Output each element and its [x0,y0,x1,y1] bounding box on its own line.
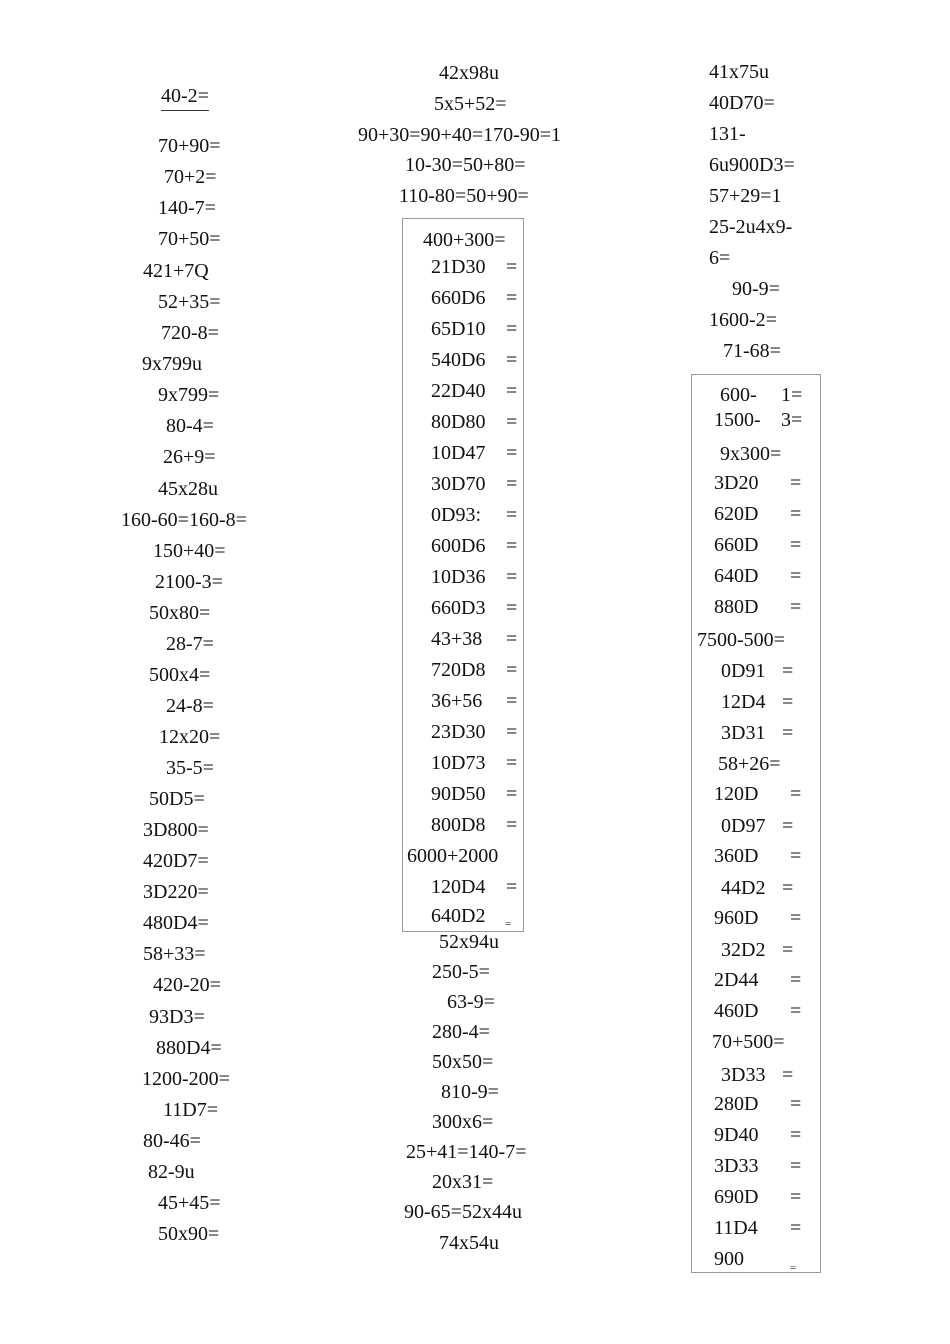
equals-c3-6: = [790,503,802,525]
problem-c1-6: 52+35= [158,291,221,313]
problem-c1-34: 82-9u [148,1161,195,1183]
box-problem-c2-5: 22D40 [431,380,486,402]
box-problem-c2-11: 10D36 [431,566,486,588]
box-problem-c3-16: 0D97 [721,815,766,837]
problem-c1-18: 500x4= [149,664,211,686]
equals-c2-15: = [506,690,518,712]
equals-c3-9: = [790,596,802,618]
problem-c1-25: 3D220= [143,881,209,903]
equals-c2-8: = [506,473,518,495]
problem-c1-35: 45+45= [158,1192,221,1214]
problem-c1-36: 50x90= [158,1223,220,1245]
problem-c2-top-1: 5x5+52= [434,93,507,115]
box-problem-c2-3: 65D10 [431,318,486,340]
box-problem-c3-29: 11D4 [714,1217,758,1239]
problem-c1-33: 80-46= [143,1130,201,1152]
equals-c3-27: = [790,1155,802,1177]
box-problem-c3-14: 58+26= [718,753,781,775]
box-problem-c2-9: 0D93: [431,504,481,526]
equals-c3-15: = [790,783,802,805]
equals-c3-7: = [790,534,802,556]
problem-c2-bottom-8: 20x31= [432,1171,494,1193]
box-problem-c3-15: 120D [714,783,759,805]
problem-c2-bottom-10: 74x54u [439,1232,499,1254]
box-problem-c3-12: 12D4 [721,691,766,713]
problem-c1-5: 421+7Q [143,260,209,282]
equals-c3-12: = [782,691,794,713]
problem-c1-7: 720-8= [161,322,219,344]
problem-c1-19: 24-8= [166,695,214,717]
problem-c1-4: 70+50= [158,228,221,250]
box-problem-c3-3: 3= [781,409,803,431]
box-problem-c2-16: 23D30 [431,721,486,743]
equals-c2-14: = [506,659,518,681]
box-problem-c2-0: 400+300= [423,229,506,251]
box-problem-c3-20: 32D2 [721,939,766,961]
box-problem-c2-15: 36+56 [431,690,483,712]
equals-c2-3: = [506,318,518,340]
equals-c2-13: = [506,628,518,650]
box-problem-c2-6: 80D80 [431,411,486,433]
box-problem-c2-4: 540D6 [431,349,486,371]
problem-c3-top-9: 71-68= [723,340,781,362]
problem-c1-26: 480D4= [143,912,209,934]
equals-c2-17: = [506,752,518,774]
problem-c1-13: 160-60=160-8= [121,509,247,531]
box-problem-c3-28: 690D [714,1186,759,1208]
box-problem-c3-2: 1500- [714,409,761,431]
equals-c2-7: = [506,442,518,464]
box-problem-c2-10: 600D6 [431,535,486,557]
equals-c2-22: = [505,918,512,930]
problem-c3-top-3: 6u900D3= [709,154,795,176]
problem-c1-22: 50D5= [149,788,205,810]
problem-c2-bottom-1: 250-5= [432,961,490,983]
box-problem-c2-21: 120D4 [431,876,486,898]
equals-c3-13: = [782,722,794,744]
problem-c2-top-3: 10-30=50+80= [405,154,526,176]
problem-c1-23: 3D800= [143,819,209,841]
problem-c2-bottom-0: 52x94u [439,931,499,953]
box-problem-c2-22: 640D2 [431,905,486,927]
problem-c1-8: 9x799u [142,353,202,375]
box-problem-c3-4: 9x300= [720,443,782,465]
equals-c3-26: = [790,1124,802,1146]
problem-c2-bottom-6: 300x6= [432,1111,494,1133]
problem-c1-20: 12x20= [159,726,221,748]
equals-c3-24: = [782,1064,794,1086]
problem-c2-bottom-9: 90-65=52x44u [404,1201,522,1223]
problem-c2-bottom-4: 50x50= [432,1051,494,1073]
problem-c1-3: 140-7= [158,197,216,219]
equals-c2-1: = [506,256,518,278]
problem-c3-top-1: 40D70= [709,92,775,114]
equals-c3-17: = [790,845,802,867]
equals-c3-16: = [782,815,794,837]
problem-c1-31: 1200-200= [142,1068,230,1090]
box-problem-c3-27: 3D33 [714,1155,759,1177]
box-problem-c2-2: 660D6 [431,287,486,309]
box-problem-c3-24: 3D33 [721,1064,766,1086]
equals-c2-18: = [506,783,518,805]
box-problem-c3-22: 460D [714,1000,759,1022]
box-problem-c2-8: 30D70 [431,473,486,495]
problem-c1-14: 150+40= [153,540,226,562]
problem-c3-top-5: 25-2u4x9- [709,216,793,238]
problem-c1-32: 11D7= [163,1099,218,1121]
equals-c3-30: = [790,1262,797,1274]
problem-c2-top-0: 42x98u [439,62,499,84]
equals-c3-28: = [790,1186,802,1208]
box-problem-c2-12: 660D3 [431,597,486,619]
problem-c2-top-2: 90+30=90+40=170-90=1 [358,124,562,146]
box-problem-c3-1: 1= [781,384,803,406]
box-problem-c2-1: 21D30 [431,256,486,278]
box-problem-c2-19: 800D8 [431,814,486,836]
problem-c2-bottom-5: 810-9= [441,1081,499,1103]
box-problem-c3-11: 0D91 [721,660,766,682]
problem-c1-17: 28-7= [166,633,214,655]
problem-c3-top-0: 41x75u [709,61,769,83]
equals-c2-2: = [506,287,518,309]
equals-c2-16: = [506,721,518,743]
equals-c2-19: = [506,814,518,836]
equals-c2-4: = [506,349,518,371]
problem-c2-bottom-7: 25+41=140-7= [406,1141,527,1163]
box-problem-c3-25: 280D [714,1093,759,1115]
problem-c1-15: 2100-3= [155,571,223,593]
problem-c3-top-7: 90-9= [732,278,780,300]
box-problem-c2-20: 6000+2000 [407,845,499,867]
box-problem-c3-5: 3D20 [714,472,759,494]
problem-c1-29: 93D3= [149,1006,205,1028]
box-problem-c3-8: 640D [714,565,759,587]
equals-c3-11: = [782,660,794,682]
problem-c1-1: 70+90= [158,135,221,157]
problem-c1-0: 40-2= [161,84,209,111]
equals-c3-25: = [790,1093,802,1115]
box-problem-c3-0: 600- [720,384,757,406]
box-problem-c2-7: 10D47 [431,442,486,464]
problem-c1-30: 880D4= [156,1037,222,1059]
equals-c3-29: = [790,1217,802,1239]
equals-c3-18: = [782,877,794,899]
problem-c2-bottom-2: 63-9= [447,991,495,1013]
problem-c2-top-4: 110-80=50+90= [399,185,529,207]
box-problem-c3-17: 360D [714,845,759,867]
problem-c1-10: 80-4= [166,415,214,437]
box-problem-c3-7: 660D [714,534,759,556]
equals-c2-11: = [506,566,518,588]
equals-c2-12: = [506,597,518,619]
problem-c3-top-2: 131- [709,123,746,145]
problem-c1-2: 70+2= [164,166,217,188]
equals-c2-5: = [506,380,518,402]
problem-c1-21: 35-5= [166,757,214,779]
problem-c1-12: 45x28u [158,478,218,500]
problem-c1-28: 420-20= [153,974,221,996]
equals-c3-5: = [790,472,802,494]
box-problem-c3-30: 900 [714,1248,744,1270]
problem-c2-bottom-3: 280-4= [432,1021,490,1043]
equals-c2-6: = [506,411,518,433]
problem-c1-16: 50x80= [149,602,211,624]
problem-c1-11: 26+9= [163,446,216,468]
box-problem-c2-17: 10D73 [431,752,486,774]
equals-c2-21: = [506,876,518,898]
box-problem-c3-23: 70+500= [712,1031,785,1053]
box-problem-c2-18: 90D50 [431,783,486,805]
equals-c2-9: = [506,504,518,526]
box-problem-c3-21: 2D44 [714,969,759,991]
problem-c1-27: 58+33= [143,943,206,965]
problem-c1-9: 9x799= [158,384,220,406]
box-problem-c3-26: 9D40 [714,1124,759,1146]
equals-c3-19: = [790,907,802,929]
equals-c2-10: = [506,535,518,557]
box-problem-c3-6: 620D [714,503,759,525]
equals-c3-22: = [790,1000,802,1022]
box-problem-c3-9: 880D [714,596,759,618]
box-problem-c2-13: 43+38 [431,628,483,650]
problem-c3-top-6: 6= [709,247,731,269]
problem-c3-top-4: 57+29=1 [709,185,782,207]
box-problem-c3-10: 7500-500= [697,629,785,651]
box-problem-c3-13: 3D31 [721,722,766,744]
problem-c3-top-8: 1600-2= [709,309,777,331]
equals-c3-21: = [790,969,802,991]
box-problem-c3-18: 44D2 [721,877,766,899]
box-problem-c3-19: 960D [714,907,759,929]
equals-c3-20: = [782,939,794,961]
equals-c3-8: = [790,565,802,587]
box-problem-c2-14: 720D8 [431,659,486,681]
problem-c1-24: 420D7= [143,850,209,872]
